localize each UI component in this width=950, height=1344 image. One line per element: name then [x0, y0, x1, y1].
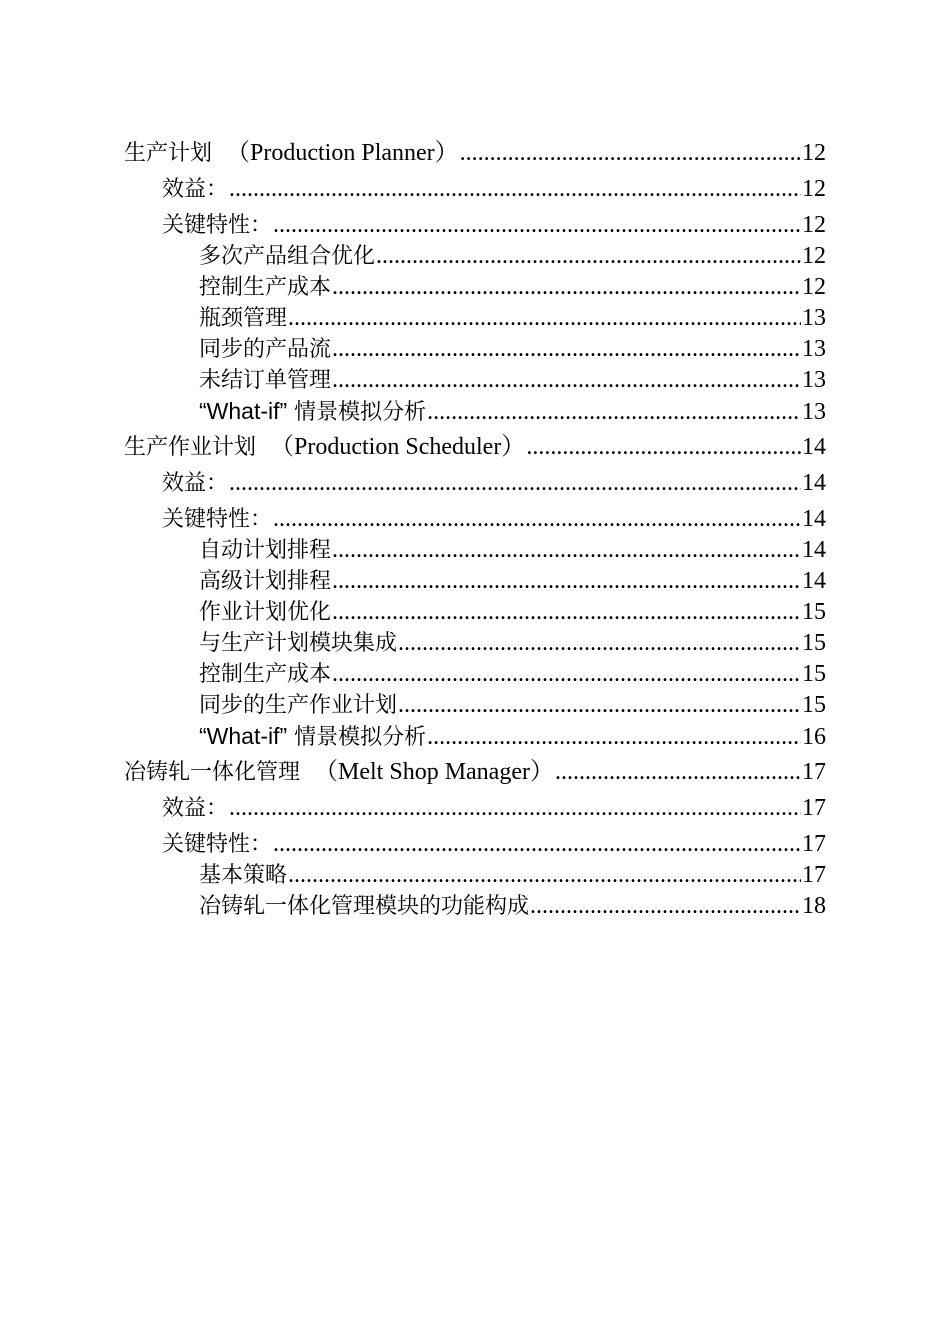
toc-title: 高级计划排程	[199, 569, 332, 594]
toc-leader-dots	[229, 794, 801, 822]
toc-title: 控制生产成本	[199, 275, 332, 300]
toc-title: 基本策略	[199, 863, 288, 888]
toc-page-number: 14	[802, 537, 826, 563]
toc-leader-dots	[332, 598, 801, 626]
toc-title: 瓶颈管理	[199, 306, 288, 331]
toc-entry[interactable]	[162, 830, 826, 859]
toc-title: 同步的生产作业计划	[199, 693, 398, 718]
toc-page-number: 13	[802, 305, 826, 331]
toc-title: 与生产计划模块集成	[199, 631, 398, 656]
toc-page-number: 12	[802, 243, 826, 269]
toc-page-number: 12	[802, 274, 826, 300]
toc-page-number: 12	[802, 212, 826, 238]
toc-title: 关键特性：	[162, 213, 273, 238]
toc-title: 同步的产品流	[199, 337, 332, 362]
toc-entry[interactable]	[199, 892, 826, 921]
toc-leader-dots	[288, 861, 801, 889]
toc-leader-dots	[332, 273, 801, 301]
toc-entry[interactable]	[199, 722, 826, 752]
toc-leader-dots	[332, 567, 801, 595]
toc-page-number: 13	[802, 399, 826, 425]
toc-page-number: 12	[802, 140, 826, 166]
toc-page-number: 16	[802, 724, 826, 750]
toc-page-number: 17	[802, 862, 826, 888]
toc-leader-dots	[273, 505, 801, 533]
toc-entry[interactable]	[124, 758, 826, 787]
toc-entry[interactable]	[199, 335, 826, 364]
toc-leader-dots	[398, 691, 801, 719]
toc-page-number: 15	[802, 692, 826, 718]
toc-leader-dots	[332, 660, 801, 688]
toc-entry[interactable]	[199, 536, 826, 565]
toc-leader-dots	[398, 629, 801, 657]
toc-leader-dots	[273, 830, 801, 858]
toc-page-number: 18	[802, 893, 826, 919]
toc-title: 关键特性：	[162, 832, 273, 857]
toc-entry[interactable]	[199, 366, 826, 395]
toc-leader-dots	[376, 242, 801, 270]
toc-title: 未结订单管理	[199, 368, 332, 393]
toc-entry[interactable]	[199, 304, 826, 333]
toc-leader-dots	[229, 469, 801, 497]
toc-title: 生产作业计划 （Production Scheduler）	[124, 434, 526, 460]
toc-title: 关键特性：	[162, 507, 273, 532]
toc-page-number: 14	[802, 470, 826, 496]
toc-entry[interactable]	[199, 567, 826, 596]
toc-title: 效益：	[162, 796, 229, 821]
toc-entry[interactable]	[199, 691, 826, 720]
toc-title: 冶铸轧一体化管理 （Melt Shop Manager）	[124, 759, 554, 785]
toc-title: 作业计划优化	[199, 600, 332, 625]
toc-leader-dots	[229, 175, 801, 203]
toc-entry[interactable]	[199, 861, 826, 890]
toc-entry[interactable]	[199, 629, 826, 658]
toc-page-number: 15	[802, 599, 826, 625]
toc-title: 自动计划排程	[199, 538, 332, 563]
toc-leader-dots	[427, 723, 801, 751]
toc-leader-dots	[526, 433, 801, 461]
toc-title: 生产计划 （Production Planner）	[124, 140, 459, 166]
toc-entry[interactable]	[162, 469, 826, 498]
toc-leader-dots	[530, 892, 801, 920]
toc-entry[interactable]	[162, 175, 826, 204]
toc-page-number: 15	[802, 661, 826, 687]
toc-page-number: 17	[802, 759, 826, 785]
toc-page-number: 14	[802, 568, 826, 594]
toc-entry[interactable]	[199, 242, 826, 271]
toc-title: 效益：	[162, 177, 229, 202]
toc-leader-dots	[273, 211, 801, 239]
toc-title: 多次产品组合优化	[199, 244, 376, 269]
toc-leader-dots	[288, 304, 801, 332]
toc-title: 冶铸轧一体化管理模块的功能构成	[199, 894, 530, 919]
toc-entry[interactable]	[162, 211, 826, 240]
toc-title: 效益：	[162, 471, 229, 496]
toc-page-number: 14	[802, 506, 826, 532]
toc-page-number: 15	[802, 630, 826, 656]
toc-entry[interactable]	[124, 139, 826, 168]
toc-page-number: 12	[802, 176, 826, 202]
toc-leader-dots	[427, 398, 801, 426]
toc-entry[interactable]	[162, 794, 826, 823]
toc-title: 控制生产成本	[199, 662, 332, 687]
toc-leader-dots	[460, 139, 801, 167]
toc-leader-dots	[332, 335, 801, 363]
toc-page-number: 13	[802, 367, 826, 393]
toc-page-number: 13	[802, 336, 826, 362]
toc-entry[interactable]	[199, 273, 826, 302]
toc-entry[interactable]	[124, 433, 826, 462]
toc-page-number: 14	[802, 434, 826, 460]
toc-entry[interactable]	[162, 505, 826, 534]
toc-entry[interactable]	[199, 660, 826, 689]
toc-page-number: 17	[802, 831, 826, 857]
toc-page-number: 17	[802, 795, 826, 821]
toc-leader-dots	[555, 758, 801, 786]
toc-leader-dots	[332, 366, 801, 394]
toc-entry[interactable]	[199, 598, 826, 627]
toc-entry[interactable]	[199, 397, 826, 427]
toc-title: “What-if” 情景模拟分析	[199, 723, 427, 750]
toc-leader-dots	[332, 536, 801, 564]
toc-title: “What-if” 情景模拟分析	[199, 398, 427, 425]
